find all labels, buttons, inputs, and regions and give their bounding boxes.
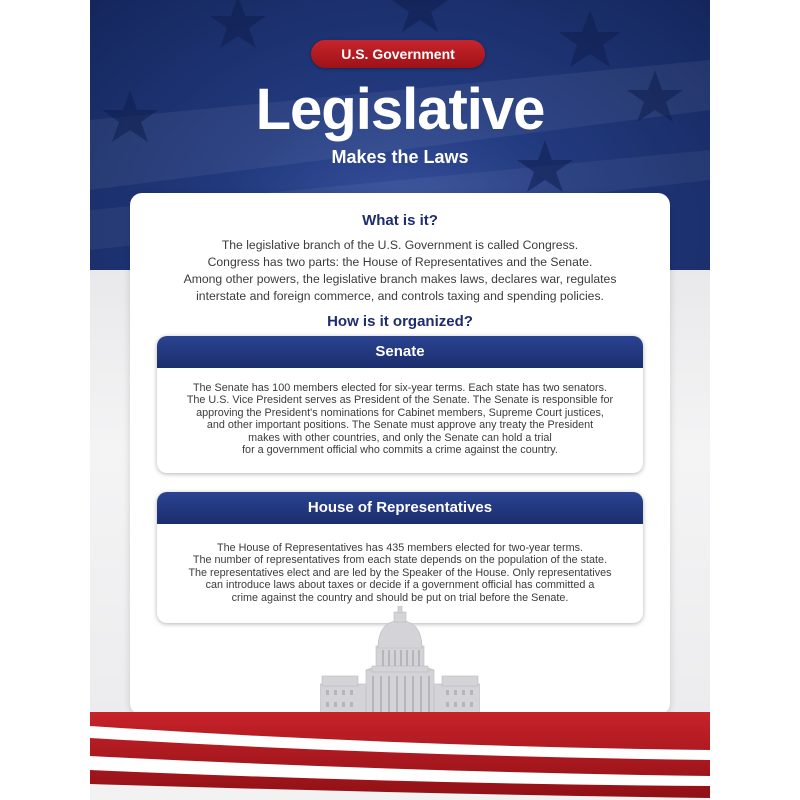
house-line: The number of representatives from each state depends on the population of the state.: [192, 554, 608, 567]
page-subtitle: Makes the Laws: [331, 147, 469, 167]
star-icon: [392, 0, 448, 32]
flag-stripes: [90, 712, 710, 800]
star-icon: [559, 10, 621, 67]
house-text: [157, 524, 643, 604]
house-line: can introduce laws about taxes or decide if a government official has committed a: [205, 579, 595, 592]
what-is-it-heading: What is it?: [362, 212, 438, 229]
house-line: crime against the country and should be put on trial before the Senate.: [231, 591, 569, 604]
senate-line: approving the President's nominations for Cabinet members, Supreme Court justices,: [196, 406, 604, 419]
senate-line: The U.S. Vice President serves as President of the Senate. The Senate is responsible for: [186, 394, 614, 407]
star-icon: [210, 0, 266, 48]
senate-text: [157, 368, 643, 456]
how-organized-heading: How is it organized?: [327, 313, 473, 330]
what-line: Among other powers, the legislative branch makes laws, declares war, regulates: [183, 272, 617, 286]
what-line: The legislative branch of the U.S. Government is called Congress.: [221, 238, 579, 252]
senate-line: for a government official who commits a crime against the country.: [242, 444, 558, 457]
capitol-building-icon: [320, 606, 480, 718]
senate-line: The Senate has 100 members elected for six-year terms. Each state has two senators.: [192, 382, 608, 394]
category-badge: U.S. Government: [311, 40, 485, 68]
what-is-it-text: [160, 237, 640, 305]
senate-line: makes with other countries, and only the Senate can hold a trial: [248, 431, 552, 444]
what-line: Congress has two parts: the House of Representatives and the Senate.: [207, 255, 593, 269]
house-line: The House of Representatives has 435 members elected for two-year terms.: [216, 542, 584, 554]
house-heading: House of Representatives: [157, 492, 643, 524]
house-box: [157, 492, 643, 623]
what-line: interstate and foreign commerce, and controls taxing and spending policies.: [196, 289, 604, 303]
poster: [90, 0, 710, 800]
senate-heading: Senate: [157, 336, 643, 368]
senate-box: [157, 336, 643, 473]
house-line: The representatives elect and are led by the Speaker of the House. Only representatives: [188, 566, 612, 579]
page-title: Legislative: [255, 77, 545, 142]
senate-line: and other important positions. The Senate must approve any treaty the President: [206, 419, 594, 432]
